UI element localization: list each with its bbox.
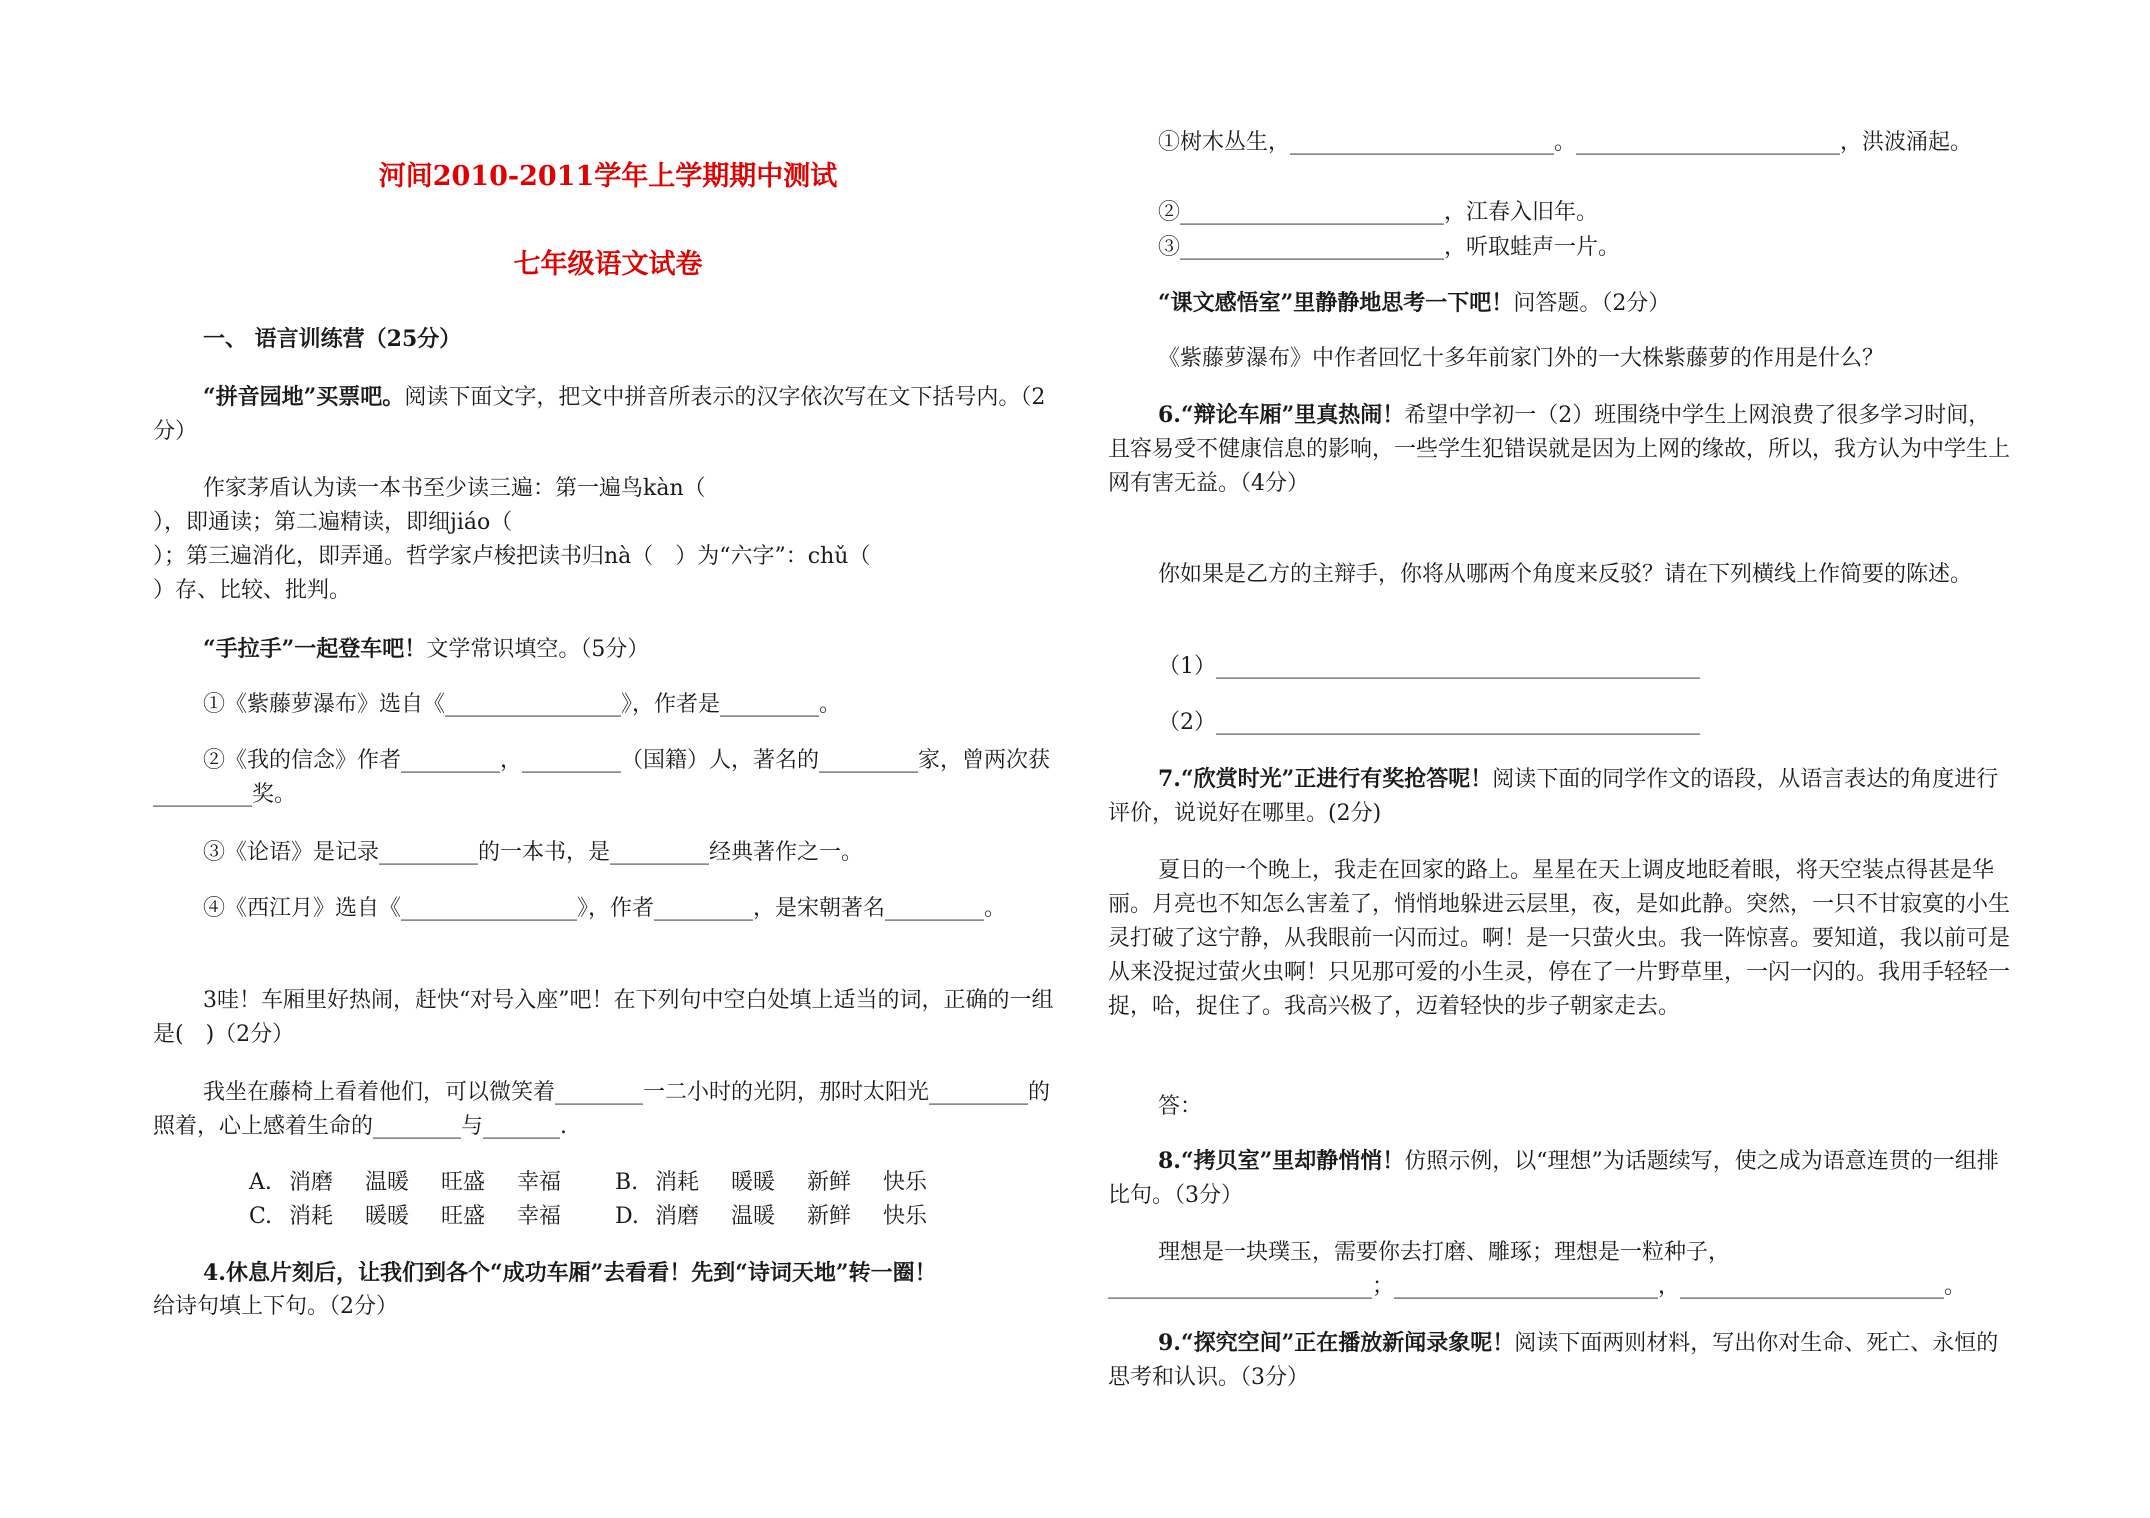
option-word: 暖暖 [365,1204,410,1229]
section-heading: 一、 语言训练营（25分） [203,326,462,352]
question-5-head: “课文感悟室”里静静地思考一下吧！ [1158,290,1514,316]
option-word: 幸福 [517,1204,562,1229]
question-8 [1108,1144,2010,1213]
question-1-text: 阅读下面文字，把文中拼音所表示的汉字依次写在文下括号内。（2分） [153,385,1046,444]
question-8-head: 8.“拷贝室”里却静悄悄！ [1158,1148,1405,1174]
question-4-text: 给诗句填上下句。（2分） [153,1294,398,1319]
option-word: 旺盛 [441,1170,486,1195]
option-word: 新鲜 [807,1204,852,1229]
question-5 [1108,286,2010,321]
option-word: 幸福 [517,1170,562,1195]
question-6 [1108,398,2010,501]
question-4 [153,1256,1063,1324]
option-word: 消耗 [289,1204,334,1229]
option-label: B. [615,1170,639,1195]
option-word: 暖暖 [731,1170,776,1195]
answer-line-1[interactable]: （1）____________________________________________ [1158,654,1700,679]
option-word: 消磨 [289,1170,334,1195]
question-1 [153,380,1063,449]
question-7-answer-label: 答： [1158,1094,1203,1119]
question-7-head: 7.“欣赏时光”正进行有奖抢答呢！ [1158,766,1493,792]
option-label: D. [615,1204,639,1229]
exam-subtitle: 七年级语文试卷 [513,249,703,280]
option-word: 消磨 [655,1204,700,1229]
question-7 [1108,762,2010,831]
question-5-text: 问答题。（2分） [1513,291,1671,316]
pinyin-line: ），即通读；第二遍精读，即细jiáo（ [153,510,513,535]
pinyin-line: ）；第三遍消化，即弄通。哲学家卢梭把读书归nà（ ）为“六字”：chǔ（ [153,544,871,569]
option-word: 快乐 [883,1204,928,1229]
question-6-head: 6.“辩论车厢”里真热闹！ [1158,402,1405,428]
question-4-head: 4.休息片刻后，让我们到各个“成功车厢”去看看！先到“诗词天地”转一圈！ [203,1260,937,1286]
option-word: 温暖 [365,1170,410,1195]
pinyin-paragraph [153,472,1063,608]
question-7-passage: 夏日的一个晚上，我走在回家的路上。星星在天上调皮地眨着眼，将天空装点得甚是华丽。月亮也不知怎么害羞了，悄悄地躲进云层里，夜，是如此静。突然，一只不甘寂寞的小生灵打破了这宁静，从我眼前一闪而过。啊！是一只萤火虫。我一阵惊喜。要知道，我以前可是从来没捉过萤火虫啊！只见那可爱的小生灵，停在了一片野草里，一闪一闪的。我用手轻轻一捉，哈，捉住了。我高兴极了，迈着轻快的步子朝家走去。 [1108,858,2011,1019]
option-word: 消耗 [655,1170,700,1195]
question-2-head: “手拉手”一起登车吧！ [203,636,427,662]
question-7-text: 阅读下面的同学作文的语段，从语言表达的角度进行评价，说说好在哪里。(2分) [1108,767,1999,826]
question-1-head: “拼音园地”买票吧。 [203,384,405,410]
question-8-text: 仿照示例，以“理想”为话题续写，使之成为语意连贯的一组排比句。（3分） [1108,1149,1999,1208]
pinyin-line: 作家茅盾认为读一本书至少读三遍：第一遍鸟kàn（ [203,476,706,501]
lit-item-2: ②《我的信念》作者_________，_________（国籍）人，著名的_________家，曾两次获_________奖。 [153,748,1051,807]
pinyin-line: ）存、比较、批判。 [153,578,352,603]
option-word: 新鲜 [807,1170,852,1195]
options-row-1 [249,1166,959,1200]
question-9-text: 阅读下面两则材料，写出你对生命、死亡、永恒的思考和认识。（3分） [1108,1331,1999,1390]
answer-line-2[interactable]: （2）____________________________________________ [1158,710,1700,735]
question-6-text: 希望中学初一（2）班围绕中学生上网浪费了很多学习时间，且容易受不健康信息的影响，一些学生犯错误就是因为上网的缘故，所以，我方认为中学生上网有害无益。（4分） [1108,403,2011,496]
question-9-head: 9.“探究空间”正在播放新闻录象呢！ [1158,1330,1515,1356]
option-label: A. [249,1170,272,1195]
question-8-example: 理想是一块璞玉，需要你去打磨、雕琢；理想是一粒种子，________________________；________________________，________________________。 [1108,1240,1967,1299]
question-9 [1108,1326,2010,1395]
option-word: 快乐 [883,1170,928,1195]
question-2 [153,632,1063,667]
option-word: 温暖 [731,1204,776,1229]
lit-item-4: ④《西江月》选自《________________》，作者_________，是宋朝著名_________。 [203,896,1007,921]
option-word: 旺盛 [441,1204,486,1229]
exam-title: 河间2010-2011学年上学期期中测试 [378,161,838,192]
poem-line-1: ①树木丛生，________________________。________________________，洪波涌起。 [1158,130,1973,155]
question-3-sentence: 我坐在藤椅上看着他们，可以微笑着________一二小时的光阴，那时太阳光_________的照着，心上感着生命的________与_______. [153,1080,1051,1139]
options-row-2 [249,1200,959,1234]
poem-line-3: ③________________________，听取蛙声一片。 [1158,235,1621,260]
lit-item-3: ③《论语》是记录_________的一本书，是_________经典著作之一。 [203,840,864,865]
option-label: C. [249,1204,273,1229]
question-3: 3哇！车厢里好热闹，赶快“对号入座”吧！在下列句中空白处填上适当的词，正确的一组是( )（2分） [153,988,1054,1047]
question-2-text: 文学常识填空。（5分） [426,637,650,662]
question-6-task: 你如果是乙方的主辩手，你将从哪两个角度来反驳？请在下列横线上作简要的陈述。 [1158,562,1973,587]
lit-item-1: ①《紫藤萝瀑布》选自《________________》，作者是_________。 [203,692,842,717]
question-5-question: 《紫藤萝瀑布》中作者回忆十多年前家门外的一大株紫藤萝的作用是什么？ [1158,346,1885,371]
poem-line-2: ②________________________，江春入旧年。 [1158,200,1599,225]
